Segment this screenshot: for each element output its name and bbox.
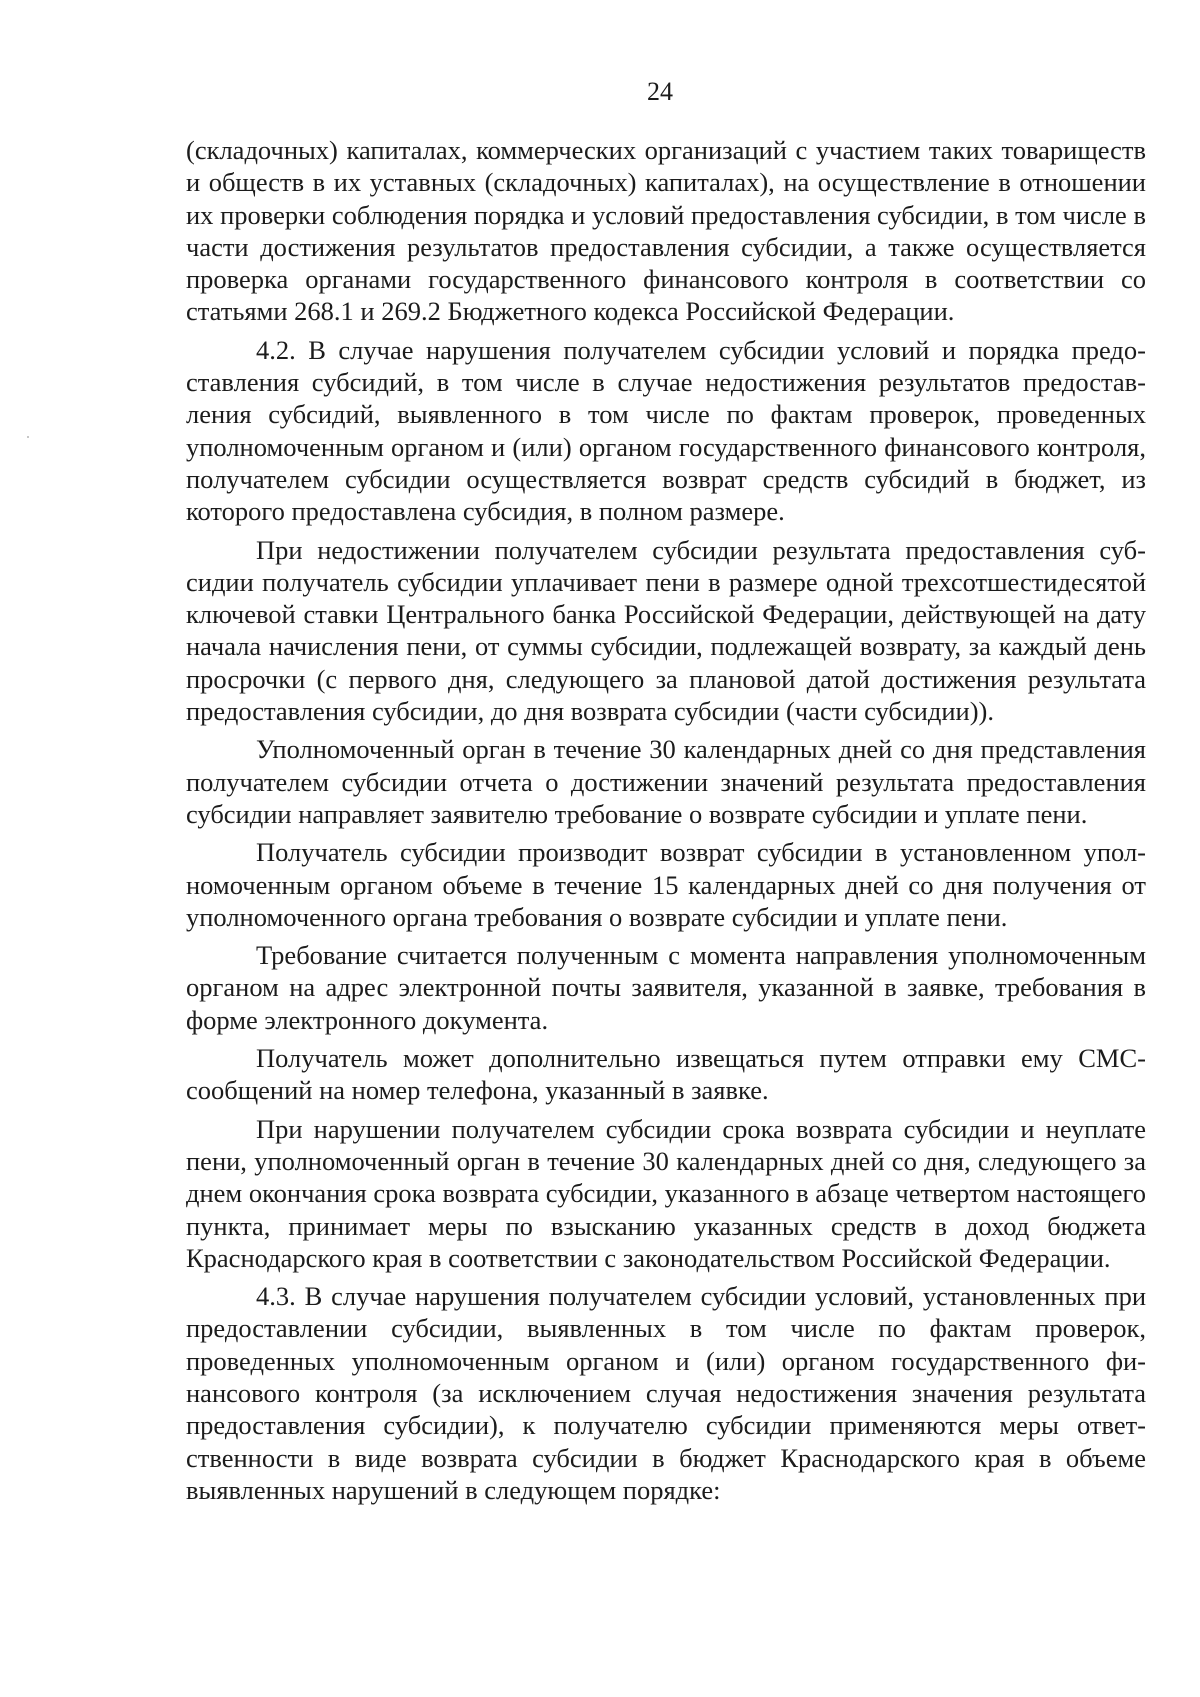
document-body [186,134,1146,1506]
paragraph-4-3: 4.3. В случае нарушения получателем субсидии условий, установленных при предоставлении субсидии, выявленных в том числе по фактам проверок, проведенных уполномоченным органом и (или) органом государственного финансового контроля (за исключением случая недостижения значения результата предоставления субсидии), к получателю субсидии применяются меры ответственности в виде возврата субсидии в бюджет Краснодарского края в объеме выявленных нарушений в следующем порядке: [186,1281,1146,1505]
paragraph-sms-notice: Получатель может дополнительно извещаться путем отправки ему СМС-сообщений на номер телефона, указанный в заявке. [186,1043,1146,1106]
scan-artifact [27,436,29,438]
paragraph-demand-received: Требование считается полученным с момента направления уполномоченным органом на адрес электронной почты заявителя, указанной в заявке, требования в форме электронного документа. [186,940,1146,1035]
page-number: 24 [647,77,673,106]
paragraph-4-2: 4.2. В случае нарушения получателем субсидии условий и порядка предоставления субсидий, в том числе в случае недостижения результатов предоставления субсидий, выявленного в том числе по фактам проверок, проведенных уполномоченным органом и (или) органом государственного финансового контроля, получателем субсидии осуществляется возврат средств субсидий в бюджет, из которого предоставлена субсидия, в полном размере. [186,334,1146,527]
paragraph-authority-demand: Уполномоченный орган в течение 30 календарных дней со дня представления получателем субсидии отчета о достижении значений результата предоставления субсидии направляет заявителю требование о возврате субсидии и уплате пени. [186,734,1146,829]
paragraph-continuation: (складочных) капиталах, коммерческих организаций с участием таких товариществ и обществ в их уставных (складочных) капиталах), на осуществление в отношении их проверки соблюдения порядка и условий предоставления субсидии, в том числе в части достижения результатов предоставления субсидии, а также осуществляется проверка органами государственного финансового контроля в соответствии со статьями 268.1 и 269.2 Бюджетного кодекса Российской Федерации. [186,135,1146,327]
paragraph-penalty: При недостижении получателем субсидии результата предоставления субсидии получатель субсидии уплачивает пени в размере одной трехсотшестидесятой ключевой ставки Центрального банка Российской Федерации, действующей на дату начала начисления пени, от суммы субсидии, подлежащей возврату, за каждый день просрочки (с первого дня, следующего за плановой датой достижения результата предоставления субсидии, до дня возврата субсидии (части субсидии)). [186,534,1146,727]
paragraph-recovery: При нарушении получателем субсидии срока возврата субсидии и неуплате пени, уполномоченный орган в течение 30 календарных дней со дня, следующего за днем окончания срока возврата субсидии, указанного в абзаце четвертом настоящего пункта, принимает меры по взысканию указанных средств в доход бюджета Краснодарского края в соответствии с законодательством Российской Федерации. [186,1113,1146,1273]
paragraph-refund-term: Получатель субсидии производит возврат субсидии в установленном уполномоченным органом объеме в течение 15 календарных дней со дня получения от уполномоченного органа требования о возврате субсидии и уплате пени. [186,837,1146,932]
